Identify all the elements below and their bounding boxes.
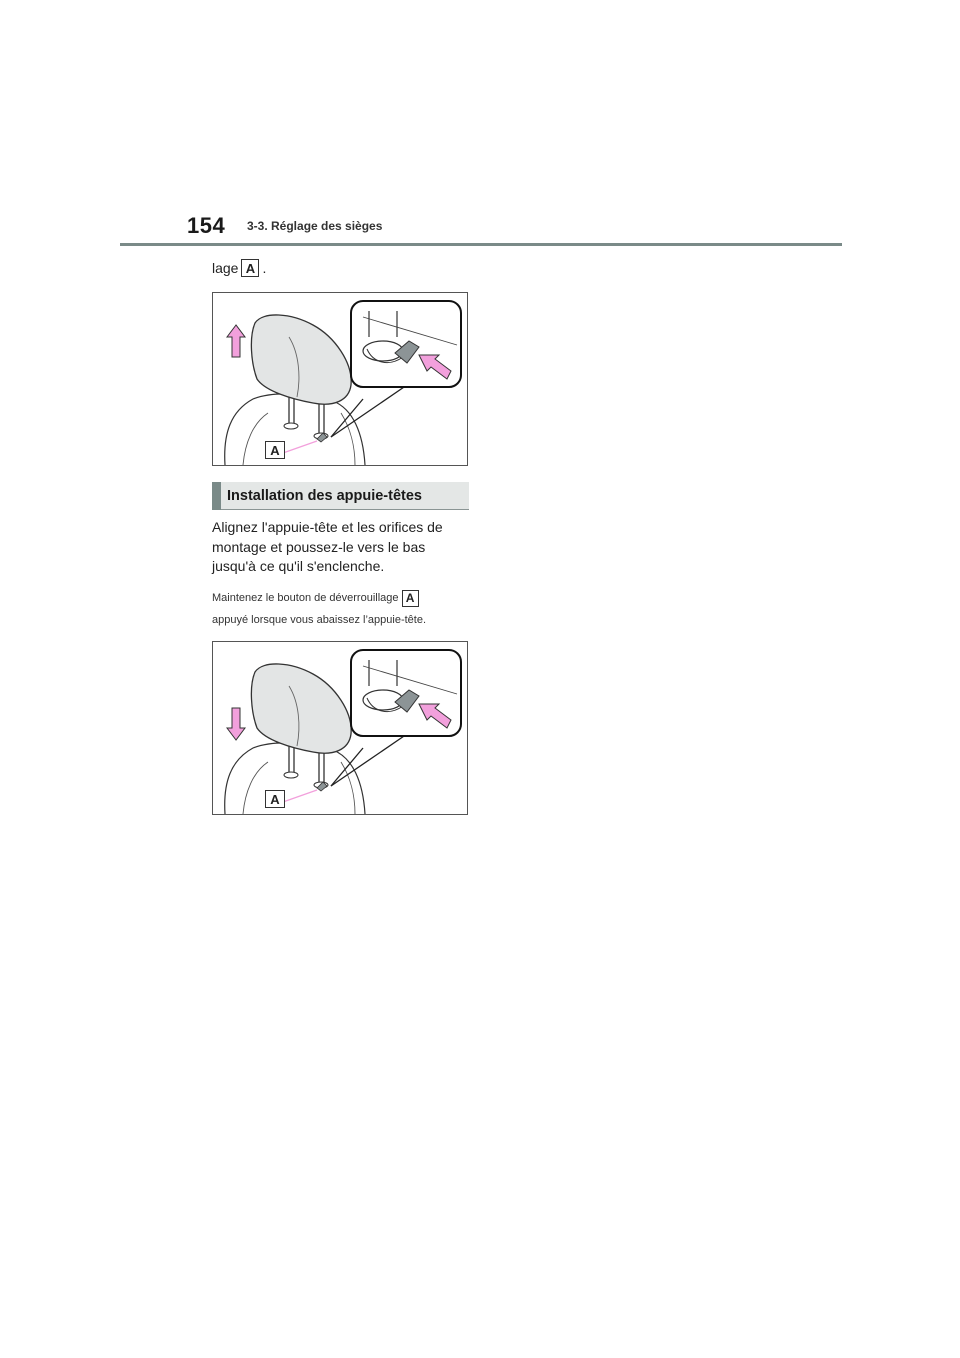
figure-install-headrest xyxy=(212,641,468,815)
subsection-title: Installation des appuie-têtes xyxy=(227,487,422,504)
subsection-heading xyxy=(212,482,469,510)
continued-text xyxy=(212,259,266,277)
page-number: 154 xyxy=(187,213,226,238)
figure-badge-a: A xyxy=(265,790,285,808)
continued-suffix: . xyxy=(262,260,267,276)
figure-remove-headrest xyxy=(212,292,468,466)
headrest-illustration xyxy=(213,642,468,815)
heading-accent-bar xyxy=(212,482,221,510)
section-title: 3-3. Réglage des sièges xyxy=(247,219,383,233)
headrest-illustration xyxy=(213,293,468,466)
note-text xyxy=(212,587,472,631)
note-before: Maintenez le bouton de déverrouillage xyxy=(212,592,399,604)
note-after: appuyé lorsque vous abaissez l’appuie-tête. xyxy=(212,614,427,626)
figure-badge-a: A xyxy=(265,441,285,459)
release-button-badge: A xyxy=(241,259,259,277)
continued-word: lage xyxy=(212,260,239,276)
header-rule xyxy=(120,243,842,246)
instruction-text: Alignez l'appuie-tête et les orifices de montage et poussez-le vers le bas jusqu'à ce qu'il s'enclenche. xyxy=(212,519,443,574)
note-badge: A xyxy=(402,590,419,607)
